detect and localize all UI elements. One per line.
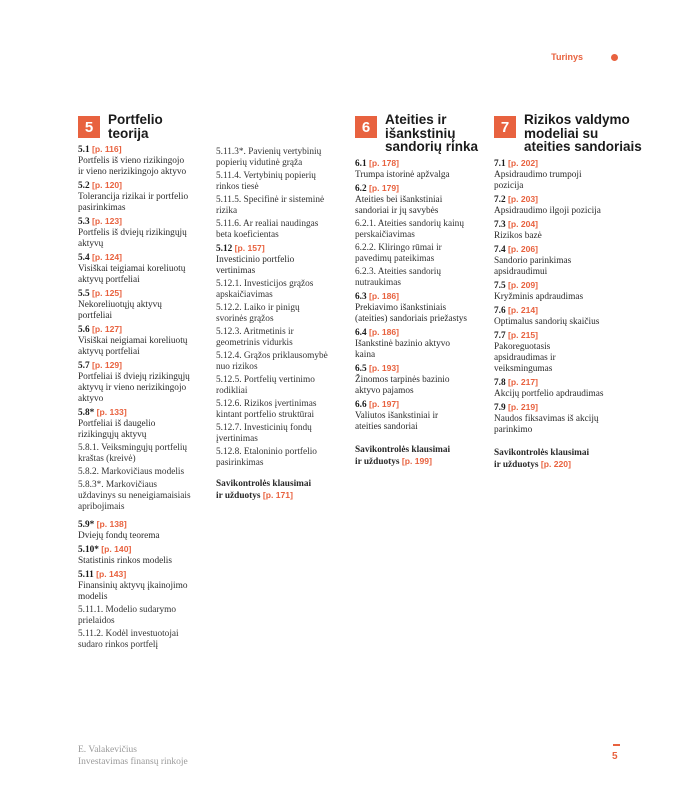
toc-subentry[interactable]: 5.8.1. Veiksmingųjų portfelių kraštas (kreivė) [78, 443, 188, 464]
toc-subentry[interactable]: 5.12.2. Laiko ir pinigų svorinės grąžos [216, 303, 300, 324]
entry-page[interactable]: [p. 125] [91, 288, 123, 298]
entry-number: 5.11 [78, 570, 94, 580]
toc-subentry[interactable]: 5.11.3*. Pavienių vertybinių popierių vidutinė grąža [216, 147, 322, 168]
toc-entry[interactable] [216, 243, 346, 277]
entry-number: 7.2 [494, 194, 506, 205]
toc-entry[interactable] [78, 180, 208, 214]
review-label: Savikontrolės klausimai ir užduotys [355, 444, 451, 467]
toc-subentry[interactable]: 5.12.5. Portfelių vertinimo rodikliai [216, 375, 315, 396]
toc-entry[interactable] [78, 544, 208, 567]
toc-subentry[interactable]: 5.11.4. Vertybinių popierių rinkos tiesė [216, 171, 316, 192]
review-page[interactable]: [p. 171] [262, 490, 293, 500]
entry-page[interactable]: [p. 140] [101, 544, 132, 554]
toc-subentry[interactable]: 5.11.1. Modelio sudarymo prielaidos [78, 605, 177, 626]
toc-subentry[interactable]: 5.8.3*. Markovičiaus uždavinys su neneigiamaisiais apribojimais [78, 480, 191, 512]
entry-title: Investicinio portfelio vertinimas [216, 255, 295, 276]
toc-subentry[interactable]: 6.2.3. Ateities sandorių nutraukimas [355, 266, 441, 288]
entry-title: Sandorio parinkimas apsidraudimui [494, 255, 572, 277]
chapter-title: Ateities ir išankstinių sandorių rinka [385, 112, 479, 154]
entry-number: 7.4 [494, 244, 506, 255]
entry-title: Apsidraudimo ilgoji pozicija [494, 205, 601, 216]
entry-page[interactable]: [p. 206] [507, 243, 539, 254]
toc-subentry[interactable]: 5.12.7. Investicinių fondų įvertinimas [216, 423, 312, 444]
toc-entry[interactable] [78, 288, 208, 322]
entry-page[interactable]: [p. 203] [507, 193, 539, 204]
entry-number: 5.7 [78, 361, 90, 371]
entry-number: 5.10* [78, 545, 99, 555]
toc-subentry[interactable]: 5.11.2. Kodėl investuotojai sudaro rinkos portfelį [78, 629, 179, 650]
review-page[interactable]: [p. 220] [540, 458, 571, 469]
toc-entry[interactable] [78, 519, 208, 542]
entry-number: 7.9 [494, 402, 506, 413]
entry-number: 6.6 [355, 399, 367, 410]
toc-entry[interactable] [494, 330, 644, 375]
chapter-number-badge: 7 [494, 116, 516, 138]
toc-entry[interactable] [355, 363, 490, 397]
entry-number: 6.1 [355, 158, 367, 169]
toc-entry[interactable] [494, 158, 644, 192]
entry-page[interactable]: [p. 197] [368, 398, 400, 409]
entry-page[interactable]: [p. 143] [96, 569, 127, 579]
toc-subentry[interactable]: 6.2.2. Kliringo rūmai ir pavedimų pateikimas [355, 242, 442, 264]
toc-entry[interactable] [78, 324, 208, 358]
entry-page[interactable]: [p. 202] [507, 157, 539, 168]
chapter-title: Rizikos valdymo modeliai su ateities sandoriais [524, 112, 642, 154]
entry-page[interactable]: [p. 129] [91, 360, 123, 370]
entry-page[interactable]: [p. 204] [507, 218, 539, 229]
toc-column-chapter-5 [78, 113, 208, 653]
entry-number: 5.5 [78, 289, 90, 299]
review-page[interactable]: [p. 199] [401, 455, 432, 466]
entry-page[interactable]: [p. 124] [91, 252, 123, 262]
chapter-heading [494, 113, 644, 154]
toc-entry[interactable] [494, 402, 644, 436]
entry-title: Visiškai teigiamai koreliuotų aktyvų portfeliai [78, 264, 186, 285]
entry-number: 5.6 [78, 325, 90, 335]
entry-number: 6.4 [355, 327, 367, 338]
toc-subentry[interactable]: 5.12.6. Rizikos įvertinimas kintant portfelio struktūrai [216, 399, 317, 420]
toc-entry[interactable] [355, 399, 490, 433]
entry-page[interactable]: [p. 217] [507, 376, 539, 387]
entry-page[interactable]: [p. 209] [507, 279, 539, 290]
review-questions[interactable] [355, 445, 490, 468]
entry-title: Portfeliai iš dviejų rizikingųjų aktyvų ir vieno nerizikingojo aktyvo [78, 372, 190, 404]
toc-entry[interactable] [494, 194, 644, 217]
header-dot-icon [611, 54, 618, 61]
entry-number: 7.3 [494, 219, 506, 230]
entry-number: 5.12 [216, 244, 233, 254]
review-questions[interactable] [494, 448, 644, 471]
entry-title: Išankstinė bazinio aktyvo kaina [355, 338, 451, 360]
entry-title: Visiškai neigiamai koreliuotų aktyvų portfeliai [78, 336, 188, 357]
toc-column-chapter-7 [494, 113, 644, 471]
toc-column-chapter-6 [355, 113, 490, 468]
toc-entry[interactable] [78, 144, 208, 178]
entry-page[interactable]: [p. 127] [91, 324, 123, 334]
entry-title: Apsidraudimo trumpoji pozicija [494, 169, 582, 191]
toc-subentry[interactable]: 5.12.4. Grąžos priklausomybė nuo rizikos [216, 351, 328, 372]
entry-title: Tolerancija rizikai ir portfelio pasirinkimas [78, 192, 189, 213]
toc-entry[interactable] [494, 219, 644, 242]
toc-column-chapter-5-continued [216, 147, 346, 502]
review-label: Savikontrolės klausimai ir užduotys [216, 479, 312, 501]
entry-title: Dviejų fondų teorema [78, 531, 160, 541]
entry-title: Trumpa istorinė apžvalga [355, 169, 450, 180]
entry-page[interactable]: [p. 215] [507, 329, 539, 340]
footer [78, 744, 188, 768]
entry-title: Akcijų portfelio apdraudimas [494, 388, 604, 399]
entry-page[interactable]: [p. 214] [507, 304, 539, 315]
toc-entry[interactable] [78, 216, 208, 250]
entry-number: 7.6 [494, 305, 506, 316]
entry-page[interactable]: [p. 193] [368, 362, 400, 373]
entry-number: 5.4 [78, 253, 90, 263]
entry-page[interactable]: [p. 138] [96, 519, 127, 529]
entry-page[interactable]: [p. 120] [91, 180, 123, 190]
entry-title: Naudos fiksavimas iš akcijų parinkimo [494, 413, 599, 435]
entry-page[interactable]: [p. 179] [368, 182, 400, 193]
entry-number: 6.2 [355, 183, 367, 194]
entry-number: 6.5 [355, 363, 367, 374]
entry-page[interactable]: [p. 123] [91, 216, 123, 226]
toc-subentry[interactable]: 5.12.1. Investicijos grąžos apskaičiavimas [216, 279, 314, 300]
toc-subentry[interactable]: 5.8.2. Markovičiaus modelis [78, 467, 185, 477]
toc-subentry[interactable]: 5.11.6. Ar realiai naudingas beta koeficientas [216, 219, 319, 240]
entry-title: Rizikos bazė [494, 230, 542, 241]
entry-number: 7.5 [494, 280, 506, 291]
entry-title: Ateities bei išankstiniai sandoriai ir jų savybės [355, 194, 443, 216]
entry-number: 7.7 [494, 330, 506, 341]
entry-page[interactable]: [p. 178] [368, 157, 400, 168]
entry-page[interactable]: [p. 116] [91, 144, 122, 154]
entry-number: 5.3 [78, 217, 90, 227]
entry-number: 7.8 [494, 377, 506, 388]
toc-entry[interactable] [78, 407, 208, 441]
entry-page[interactable]: [p. 186] [368, 290, 400, 301]
toc-entry[interactable] [78, 252, 208, 286]
toc-entry[interactable] [78, 569, 208, 603]
entry-number: 5.8* [78, 408, 95, 418]
toc-subentry[interactable]: 5.12.3. Aritmetinis ir geometrinis vidurkis [216, 327, 294, 348]
chapter-number-badge: 5 [78, 116, 100, 138]
toc-entry[interactable] [355, 327, 490, 361]
entry-title: Optimalus sandorių skaičius [494, 316, 600, 327]
toc-entry[interactable] [355, 183, 490, 217]
toc-entry[interactable] [494, 244, 644, 278]
entry-title: Portfelis iš dviejų rizikingųjų aktyvų [78, 228, 187, 249]
entry-title: Pakoreguotasis apsidraudimas ir veiksmingumas [494, 341, 556, 374]
entry-number: 5.1 [78, 145, 90, 155]
entry-title: Portfelis iš vieno rizikingojo ir vieno nerizikingojo aktyvo [78, 156, 187, 177]
chapter-number-badge: 6 [355, 116, 377, 138]
toc-subentry[interactable]: 5.11.5. Specifinė ir sisteminė rizika [216, 195, 325, 216]
toc-subentry[interactable]: 5.12.8. Etaloninio portfelio pasirinkimas [216, 447, 317, 468]
entry-title: Kryžminis apdraudimas [494, 291, 584, 302]
footer-author: E. Valakevičius [78, 745, 137, 755]
toc-subentry[interactable]: 6.2.1. Ateities sandorių kainų perskaičiavimas [355, 218, 464, 240]
page-number-bar [613, 744, 620, 746]
page-number: 5 [612, 751, 618, 762]
entry-number: 6.3 [355, 291, 367, 302]
entry-number: 5.9* [78, 520, 95, 530]
toc-entry[interactable] [494, 280, 644, 303]
entry-number: 5.2 [78, 181, 90, 191]
entry-title: Žinomos tarpinės bazinio aktyvo pajamos [355, 374, 450, 396]
review-questions[interactable] [216, 479, 346, 502]
chapter-title: Portfelio teorija [108, 112, 163, 141]
entry-title: Portfeliai iš daugelio rizikingųjų aktyvų [78, 419, 156, 440]
entry-title: Statistinis rinkos modelis [78, 556, 173, 566]
toc-entry[interactable] [355, 158, 490, 181]
toc-entry[interactable] [78, 360, 208, 405]
entry-title: Nekoreliuotųjų aktyvų portfeliai [78, 300, 162, 321]
chapter-heading [78, 113, 208, 140]
header-title: Turinys [551, 52, 583, 62]
entry-page[interactable]: [p. 133] [96, 407, 127, 417]
toc-entry[interactable] [494, 305, 644, 328]
footer-book-title: Investavimas finansų rinkoje [78, 757, 188, 767]
entry-title: Valiutos išankstiniai ir ateities sandoriai [355, 410, 439, 432]
toc-entry[interactable] [494, 377, 644, 400]
toc-entry[interactable] [355, 291, 490, 325]
entry-page[interactable]: [p. 186] [368, 326, 400, 337]
review-label: Savikontrolės klausimai ir užduotys [494, 447, 590, 470]
entry-title: Finansinių aktyvų įkainojimo modelis [78, 581, 188, 602]
entry-page[interactable]: [p. 219] [507, 401, 539, 412]
chapter-heading [355, 113, 490, 154]
entry-title: Prekiavimo išankstiniais (ateities) sandoriais priežastys [355, 302, 468, 324]
entry-number: 7.1 [494, 158, 506, 169]
entry-page[interactable]: [p. 157] [234, 243, 265, 253]
